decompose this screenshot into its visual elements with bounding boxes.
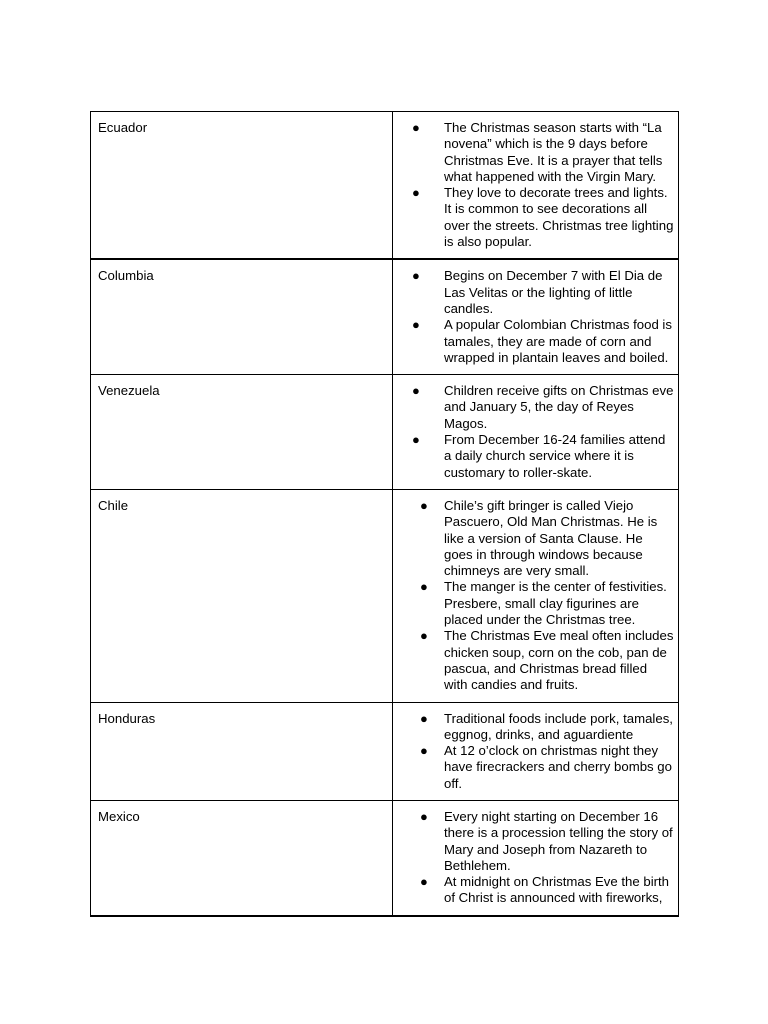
bullet-icon: ●: [420, 743, 428, 759]
bullet-icon: ●: [412, 317, 420, 333]
facts-cell: [393, 112, 679, 260]
fact-item: [393, 579, 674, 628]
fact-list: [393, 809, 674, 907]
fact-text: At midnight on Christmas Eve the birth of Christ is announced with fireworks,: [444, 874, 670, 906]
fact-list: [393, 268, 674, 366]
table-row-mexico: [91, 800, 679, 915]
fact-item: [393, 498, 674, 579]
bullet-icon: ●: [420, 710, 428, 726]
fact-item: [393, 874, 674, 907]
fact-item: [393, 383, 674, 432]
facts-cell: [393, 259, 679, 374]
fact-item: [393, 809, 674, 874]
fact-text: Traditional foods include pork, tamales, eggnog, drinks, and aguardiente: [444, 710, 673, 742]
bullet-icon: ●: [420, 808, 428, 824]
bullet-icon: ●: [420, 497, 428, 513]
fact-text: Every night starting on December 16 there is a procession telling the story of Mary and Joseph from Nazareth to Bethlehem.: [444, 808, 673, 873]
fact-text: They love to decorate trees and lights. It is common to see decorations all over the streets. Christmas tree lighting is also popular.: [444, 185, 674, 250]
country-cell: Columbia: [91, 259, 393, 374]
fact-text: From December 16-24 families attend a daily church service where it is customary to roller-skate.: [444, 432, 666, 480]
table-row-ecuador: [91, 112, 679, 260]
table-row-honduras: [91, 702, 679, 800]
fact-text: At 12 o’clock on christmas night they have firecrackers and cherry bombs go off.: [444, 743, 672, 791]
fact-item: [393, 743, 674, 792]
table-row-chile: [91, 489, 679, 702]
country-christmas-table: [90, 111, 679, 917]
bullet-icon: ●: [412, 268, 420, 284]
fact-text: Begins on December 7 with El Dia de Las Velitas or the lighting of little candles.: [444, 268, 663, 316]
fact-text: The Christmas Eve meal often includes chicken soup, corn on the cob, pan de pascua, and Christmas bread filled with candies and fruits.: [444, 628, 674, 693]
fact-list: [393, 711, 674, 792]
fact-list: [393, 498, 674, 694]
fact-item: [393, 432, 674, 481]
fact-list: [393, 383, 674, 481]
fact-item: [393, 120, 674, 185]
country-cell: Honduras: [91, 702, 393, 800]
fact-text: The manger is the center of festivities. Presbere, small clay figurines are placed under the Christmas tree.: [444, 579, 667, 628]
table-row-venezuela: [91, 375, 679, 490]
fact-list: [393, 120, 674, 250]
bullet-icon: ●: [420, 579, 428, 595]
fact-item: [393, 185, 674, 250]
bullet-icon: ●: [420, 628, 428, 644]
country-cell: Mexico: [91, 800, 393, 915]
bullet-icon: ●: [412, 185, 420, 201]
fact-text: Chile’s gift bringer is called Viejo Pascuero, Old Man Christmas. He is like a version of Santa Clause. He goes in through windows because chimneys are very small.: [444, 497, 658, 579]
fact-item: [393, 628, 674, 693]
bullet-icon: ●: [412, 120, 420, 135]
fact-text: A popular Colombian Christmas food is tamales, they are made of corn and wrapped in plantain leaves and boiled.: [444, 317, 672, 365]
fact-text: The Christmas season starts with “La novena” which is the 9 days before Christmas Eve. It is a prayer that tells what happened with the Virgin Mary.: [444, 120, 663, 184]
country-cell: Venezuela: [91, 375, 393, 490]
country-cell: Ecuador: [91, 112, 393, 260]
facts-cell: [393, 489, 679, 702]
bullet-icon: ●: [412, 432, 420, 448]
country-cell: Chile: [91, 489, 393, 702]
facts-cell: [393, 375, 679, 490]
fact-item: [393, 711, 674, 744]
bullet-icon: ●: [412, 383, 420, 399]
table-row-columbia: [91, 259, 679, 374]
fact-item: [393, 268, 674, 317]
facts-cell: [393, 702, 679, 800]
fact-item: [393, 317, 674, 366]
bullet-icon: ●: [420, 874, 428, 890]
fact-text: Children receive gifts on Christmas eve and January 5, the day of Reyes Magos.: [444, 383, 674, 431]
facts-cell: [393, 800, 679, 915]
